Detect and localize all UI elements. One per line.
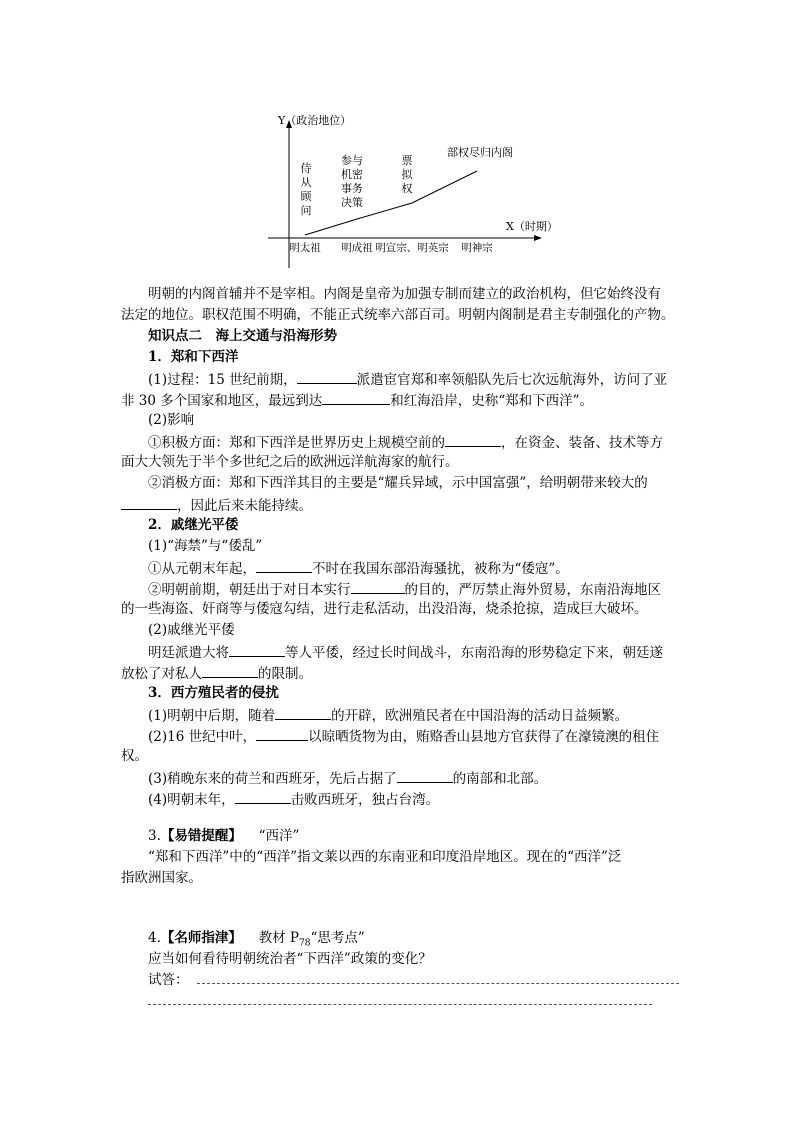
- s3-item-2-line-1: [148, 725, 659, 748]
- fill-blank[interactable]: [121, 494, 177, 510]
- annotation-char: 票: [401, 154, 413, 167]
- text: 不时在我国东部沿海骚扰，被称为“倭寇”。: [312, 561, 569, 577]
- y-axis-label: Y（政治地位）: [278, 114, 352, 127]
- answer-input[interactable]: [197, 971, 679, 984]
- s1-impact-title: (2)影响: [148, 412, 195, 428]
- text: 派遣宦官郑和率领船队先后七次远航海外，访问了亚: [356, 372, 668, 388]
- fill-blank[interactable]: [397, 767, 453, 783]
- s3-item-3: [148, 767, 547, 790]
- guide-topic-quote: “思考点”: [310, 930, 365, 946]
- text: 击败西班牙，独占台湾。: [290, 792, 440, 808]
- text: 的开辟，欧洲殖民者在中国沿海的活动日益频繁。: [331, 708, 629, 724]
- s2-subtitle-2: (2)戚继光平倭: [148, 622, 235, 638]
- tip-number: 3.: [148, 828, 161, 844]
- s1-process-line-2: [121, 389, 593, 412]
- x-tick-label: 明神宗: [461, 242, 493, 254]
- fill-blank[interactable]: [351, 578, 405, 594]
- s1-process-line-1: [148, 368, 667, 391]
- section-3-title: 3．西方殖民者的侵扰: [148, 685, 279, 701]
- annotation-char: 事务: [341, 182, 363, 195]
- annotation-char: 拟: [401, 168, 413, 181]
- knowledge-point-2-title: 知识点二 海上交通与沿海形势: [148, 328, 337, 344]
- s2-item-2-line-1: [148, 578, 661, 601]
- text: ①从元朝末年起，: [148, 561, 256, 577]
- x-tick-label: 明宣宗、明英宗: [375, 242, 449, 254]
- text: ①积极方面：郑和下西洋是世界历史上规模空前的: [148, 435, 445, 451]
- text: (1)明朝中后期，随着: [148, 708, 276, 724]
- answer-line-2: [148, 991, 652, 1012]
- text: 明廷派遣大将: [148, 645, 229, 661]
- text: 的目的，严厉禁止海外贸易，东南沿海地区: [404, 582, 661, 598]
- s1-positive-line-1: [148, 431, 663, 454]
- s1-negative-line-2: [121, 494, 312, 517]
- tip-line-2: 指欧洲国家。: [121, 870, 202, 886]
- fill-blank[interactable]: [229, 641, 285, 657]
- annotation-char: 参与: [341, 154, 363, 167]
- s1-positive-line-2: 面大大领先于半个多世纪之后的欧洲远洋航海家的航行。: [121, 454, 459, 470]
- text: ②明朝前期，朝廷出于对日本实行: [148, 582, 351, 598]
- fill-blank[interactable]: [297, 368, 357, 384]
- annotation-char: 顾: [300, 190, 312, 203]
- text: (3)稍晚东来的荷兰和西班牙，先后占据了: [148, 771, 397, 787]
- annotation-char: 机密: [341, 168, 363, 181]
- fill-blank[interactable]: [445, 431, 501, 447]
- s3-item-1: [148, 704, 628, 727]
- guide-question: 应当如何看待明朝统治者“下西洋”政策的变化？: [148, 951, 432, 967]
- annotation-char: 从: [300, 176, 312, 189]
- fill-blank[interactable]: [202, 662, 258, 678]
- x-tick-label: 明成祖: [341, 242, 373, 254]
- s2-item-2-line-2: 的一些海盗、奸商等与倭寇勾结，进行走私活动，出没沿海，烧杀抢掠，造成巨大破坏。: [121, 601, 648, 617]
- fill-blank[interactable]: [235, 788, 291, 804]
- answer-line-1: [148, 970, 679, 991]
- annotation-char: 决策: [341, 196, 363, 209]
- summary-line-2: 法定的地位。职权范围不明确，不能正式统率六部百司。明朝内阁制是君主专制强化的产物。: [121, 307, 675, 323]
- text: 以晾晒货物为由，贿赂香山县地方官获得了在濠镜澳的租住: [308, 729, 660, 745]
- tip-heading: [148, 826, 299, 847]
- s2-subtitle-1: (1)“海禁”与“倭乱”: [148, 538, 263, 554]
- text: (2)16 世纪中叶，: [148, 729, 257, 745]
- summary-line-1: 明朝的内阁首辅并不是宰相。内阁是皇帝为加强专制而建立的政治机构，但它始终没有: [148, 286, 661, 302]
- text: (4)明朝末年，: [148, 792, 235, 808]
- x-axis-label: X（时期）: [506, 220, 558, 233]
- text: 的限制。: [258, 666, 312, 682]
- text: 和红海沿岸，史称“郑和下西洋”。: [390, 393, 594, 409]
- tip-label: 【易错提醒】: [160, 828, 236, 844]
- annotation-char: 权: [401, 182, 413, 195]
- text: 非 30 多个国家和地区，最远到达: [121, 393, 323, 409]
- answer-label: 试答：: [148, 972, 189, 988]
- tip-line-1: “郑和下西洋”中的“西洋”指文莱以西的东南亚和印度沿岸地区。现在的“西洋”泛: [148, 849, 622, 865]
- text: 放松了对私人: [121, 666, 202, 682]
- section-2-title: 2．戚继光平倭: [148, 517, 239, 533]
- text: 的南部和北部。: [452, 771, 548, 787]
- answer-input[interactable]: [148, 992, 652, 1005]
- s2-para-line-2: [121, 662, 312, 685]
- guide-label: 【名师指津】: [160, 930, 236, 946]
- s2-para-line-1: [148, 641, 663, 664]
- s1-negative-line-1: ②消极方面：郑和下西洋其目的主要是“耀兵异域，示中国富强”，给明朝带来较大的: [148, 475, 648, 491]
- text: ，因此后来未能持续。: [177, 498, 312, 514]
- annotation-char: 问: [300, 204, 312, 217]
- page-subscript: 78: [299, 938, 311, 949]
- fill-blank[interactable]: [322, 389, 390, 405]
- s2-item-1: [148, 557, 569, 580]
- text: (1)过程：15 世纪前期，: [148, 372, 297, 388]
- fill-blank[interactable]: [275, 704, 331, 720]
- s3-item-4: [148, 788, 439, 811]
- text: 等人平倭，经过长时间战斗，东南沿海的形势稳定下来，朝廷遂: [285, 645, 663, 661]
- guide-number: 4.: [148, 930, 161, 946]
- text: ，在资金、装备、技术等方: [501, 435, 663, 451]
- s3-item-2-line-2: 权。: [121, 748, 148, 764]
- fill-blank[interactable]: [256, 557, 312, 573]
- x-tick-label: 明太祖: [289, 242, 321, 254]
- fill-blank[interactable]: [256, 725, 308, 741]
- tip-topic: “西洋”: [245, 828, 300, 844]
- guide-topic: 教材 P: [245, 930, 300, 946]
- section-1-title: 1．郑和下西洋: [148, 349, 239, 365]
- annotation-label: 部权尽归内阁: [447, 146, 513, 159]
- annotation-char: 侍: [300, 162, 312, 175]
